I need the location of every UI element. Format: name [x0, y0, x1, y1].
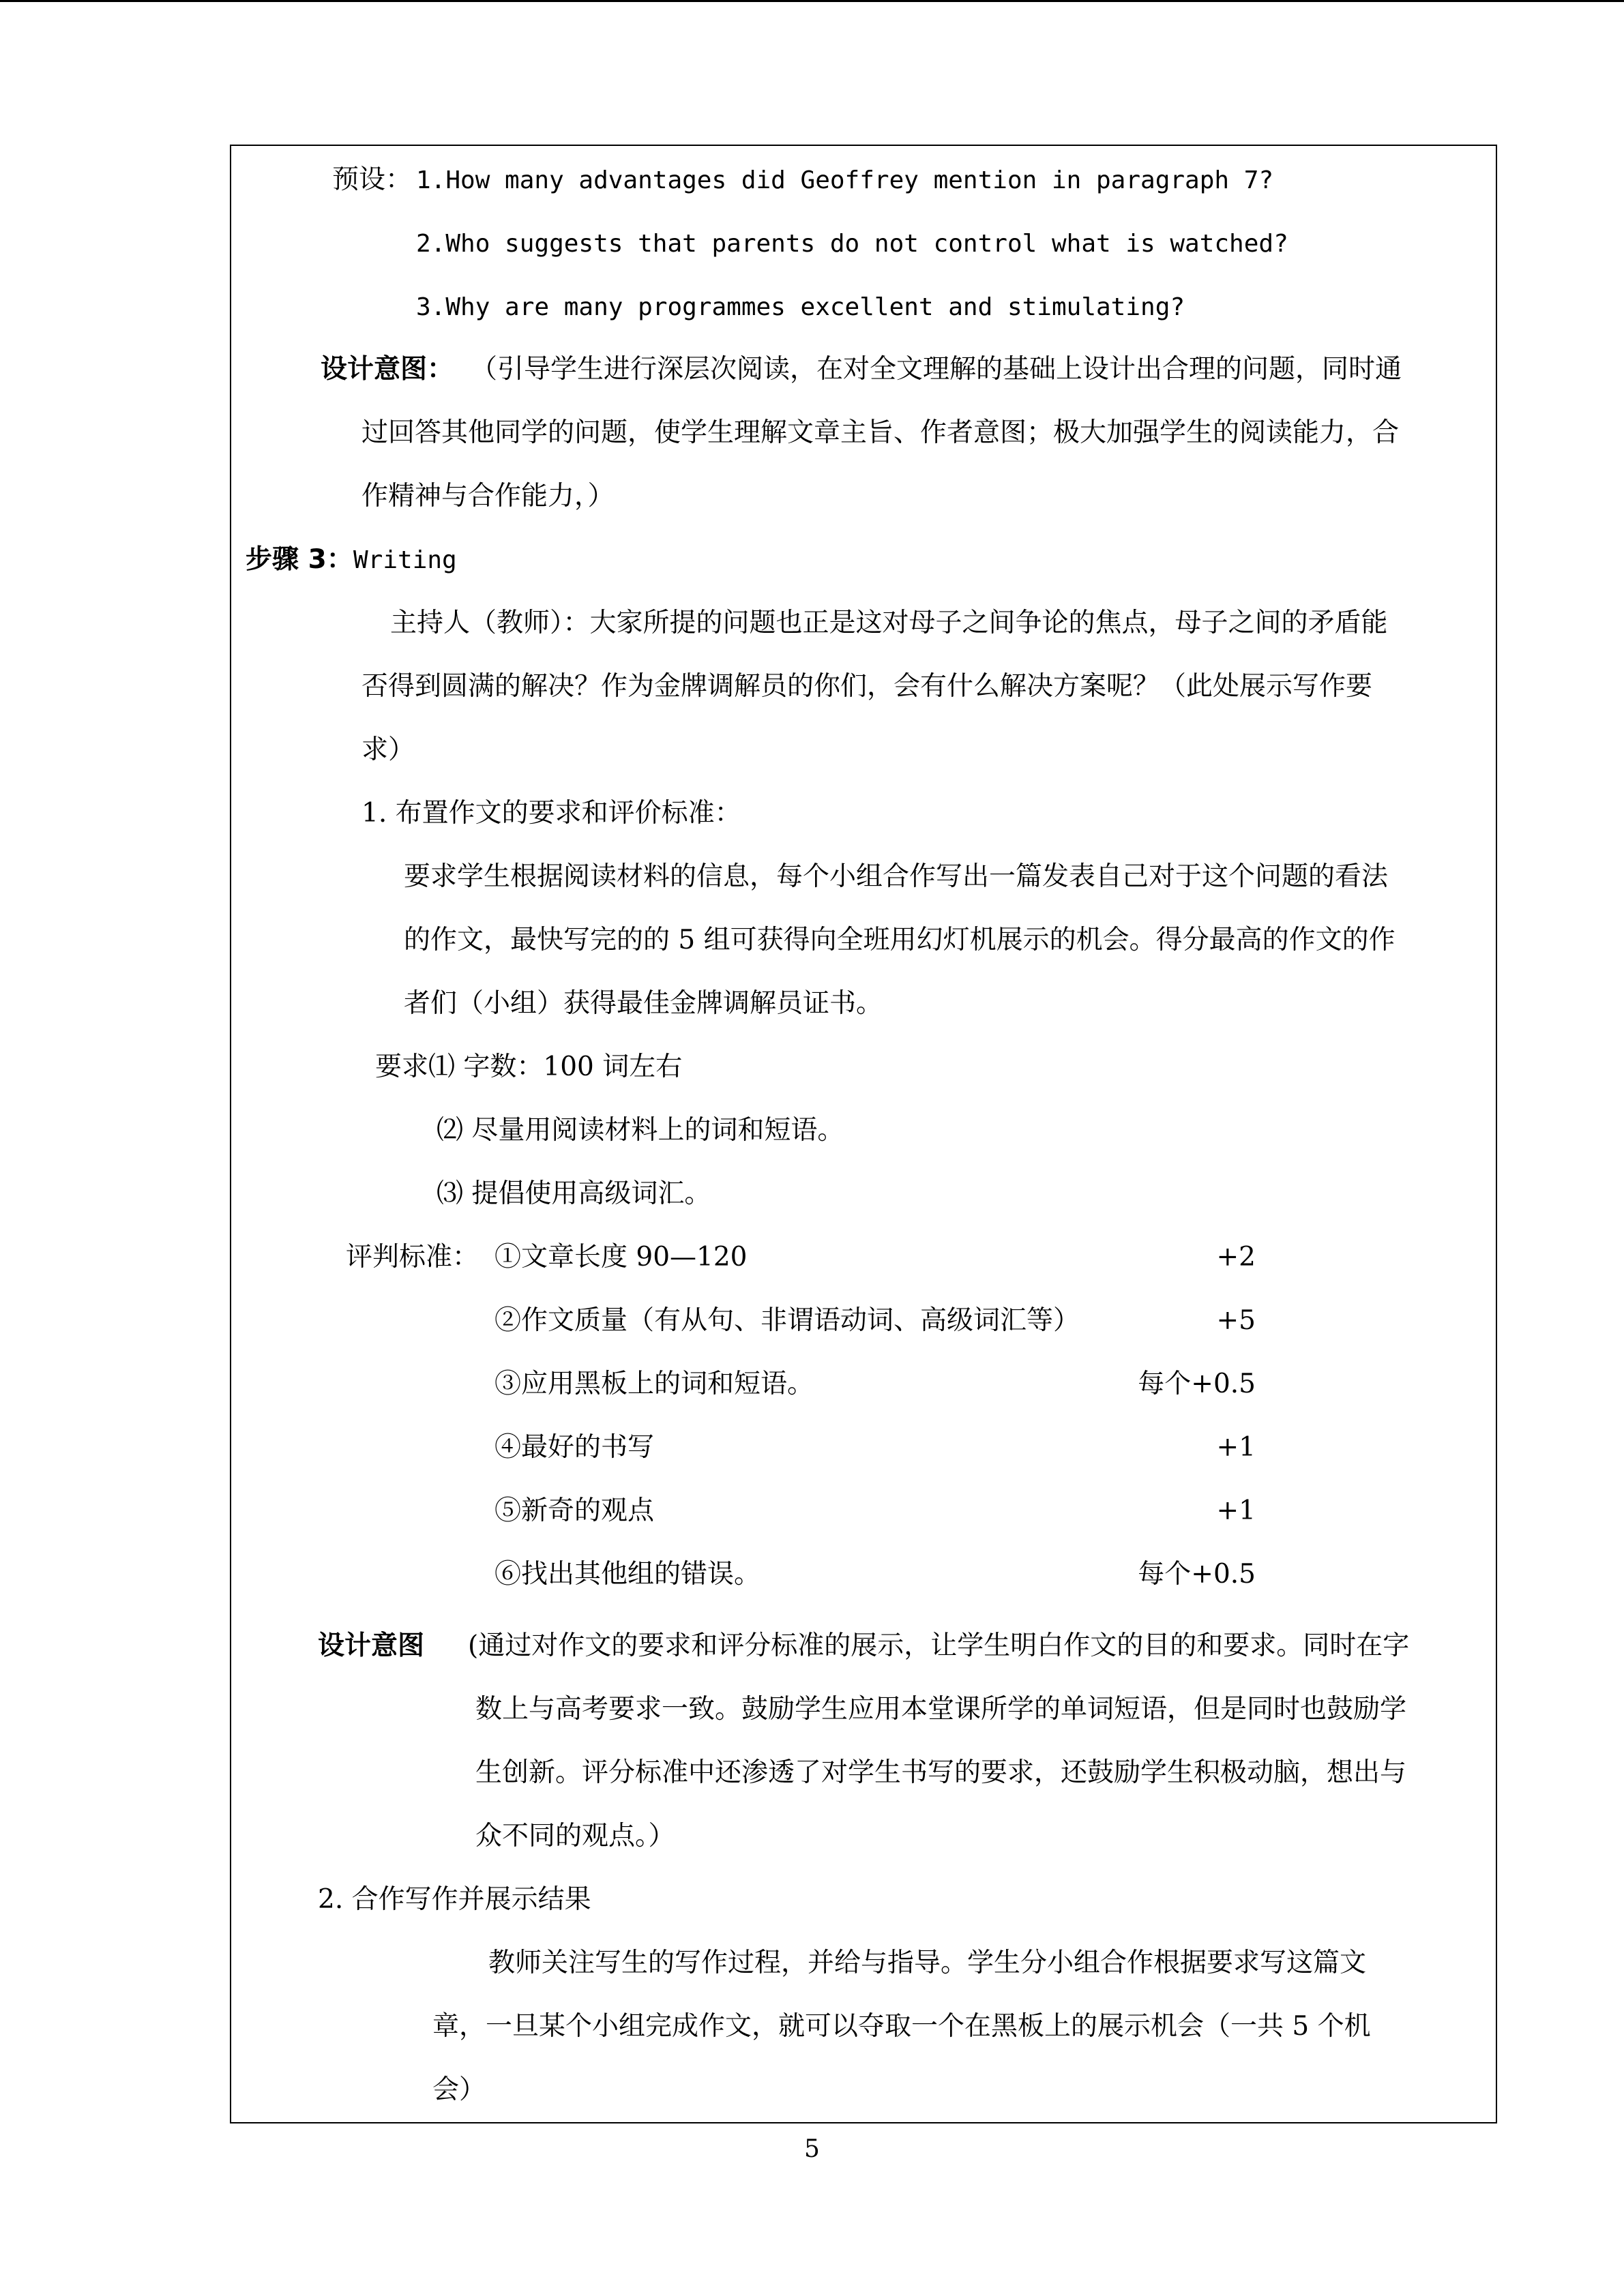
- design-intent-line-1: （引导学生进行深层次阅读，在对全文理解的基础上设计出合理的问题，同时通: [471, 354, 1402, 385]
- design-intent-label: 设计意图：: [321, 354, 454, 385]
- criteria-item: ②作文质量（有从句、非谓语动词、高级词汇等）: [494, 1305, 1080, 1336]
- design-intent-2-line-3: 生创新。评分标准中还渗透了对学生书写的要求，还鼓励学生积极动脑，想出与: [475, 1757, 1407, 1788]
- preset-question-1: 1.How many advantages did Geoffrey mention in paragraph 7?: [416, 166, 1274, 194]
- host-line-2: 否得到圆满的解决？作为金牌调解员的你们，会有什么解决方案呢？（此处展示写作要: [361, 671, 1373, 702]
- task1-line-2: 的作文，最快写完的的 5 组可获得向全班用幻灯机展示的机会。得分最高的作文的作: [404, 925, 1396, 955]
- design-intent-2-line-2: 数上与高考要求一致。鼓励学生应用本堂课所学的单词短语，但是同时也鼓励学: [475, 1694, 1407, 1725]
- task2-line-3: 会）: [432, 2074, 486, 2105]
- design-intent-2-line-4: 众不同的观点。）: [475, 1821, 675, 1851]
- design-intent-2-line-1: (通过对作文的要求和评分标准的展示，让学生明白作文的目的和要求。同时在字: [468, 1630, 1410, 1661]
- preset-question-2: 2.Who suggests that parents do not control what is watched?: [416, 230, 1288, 258]
- task2-line-1: 教师关注写生的写作过程，并给与指导。学生分小组合作根据要求写这篇文: [488, 1948, 1367, 1978]
- criteria-item: ①文章长度 90—120: [494, 1242, 748, 1272]
- step3-title: Writing: [353, 546, 457, 574]
- host-line-3: 求）: [361, 734, 415, 765]
- criteria-score: +2: [1216, 1242, 1256, 1272]
- criteria-score: +1: [1216, 1432, 1256, 1463]
- requirement-2: ⑵ 尽量用阅读材料上的词和短语。: [437, 1115, 844, 1146]
- task2-line-2: 章，一旦某个小组完成作文，就可以夺取一个在黑板上的展示机会（一共 5 个机: [432, 2011, 1371, 2042]
- criteria-score: +5: [1216, 1305, 1256, 1336]
- criteria-score: +1: [1216, 1495, 1256, 1526]
- criteria-item: ④最好的书写: [494, 1432, 655, 1463]
- task1-line-1: 要求学生根据阅读材料的信息，每个小组合作写出一篇发表自己对于这个问题的看法: [404, 861, 1389, 892]
- criteria-score: 每个+0.5: [1138, 1559, 1256, 1590]
- task1-title: 1. 布置作文的要求和评价标准：: [361, 798, 741, 829]
- criteria-item: ③应用黑板上的词和短语。: [494, 1369, 814, 1399]
- design-intent-line-2: 过回答其他同学的问题，使学生理解文章主旨、作者意图；极大加强学生的阅读能力，合: [361, 417, 1400, 448]
- design-intent-2-label: 设计意图: [318, 1630, 425, 1661]
- requirement-3: ⑶ 提倡使用高级词汇。: [437, 1178, 711, 1209]
- criteria-score: 每个+0.5: [1138, 1369, 1256, 1399]
- criteria-item: ⑥找出其他组的错误。: [494, 1559, 761, 1590]
- criteria-label: 评判标准：: [346, 1242, 479, 1272]
- task1-line-3: 者们（小组）获得最佳金牌调解员证书。: [404, 988, 883, 1019]
- host-line-1: 主持人（教师）：大家所提的问题也正是这对母子之间争论的焦点，母子之间的矛盾能: [390, 608, 1388, 638]
- task2-title: 2. 合作写作并展示结果: [318, 1884, 591, 1915]
- criteria-item: ⑤新奇的观点: [494, 1495, 655, 1526]
- step3-label: 步骤 3：: [246, 544, 353, 575]
- design-intent-line-3: 作精神与合作能力，）: [361, 481, 615, 511]
- requirement-1: 要求⑴ 字数：100 词左右: [375, 1052, 683, 1082]
- top-rule: [0, 0, 1624, 2]
- page-number: 5: [804, 2135, 820, 2163]
- preset-label: 预设：: [332, 164, 413, 195]
- preset-question-3: 3.Why are many programmes excellent and stimulating?: [416, 293, 1185, 321]
